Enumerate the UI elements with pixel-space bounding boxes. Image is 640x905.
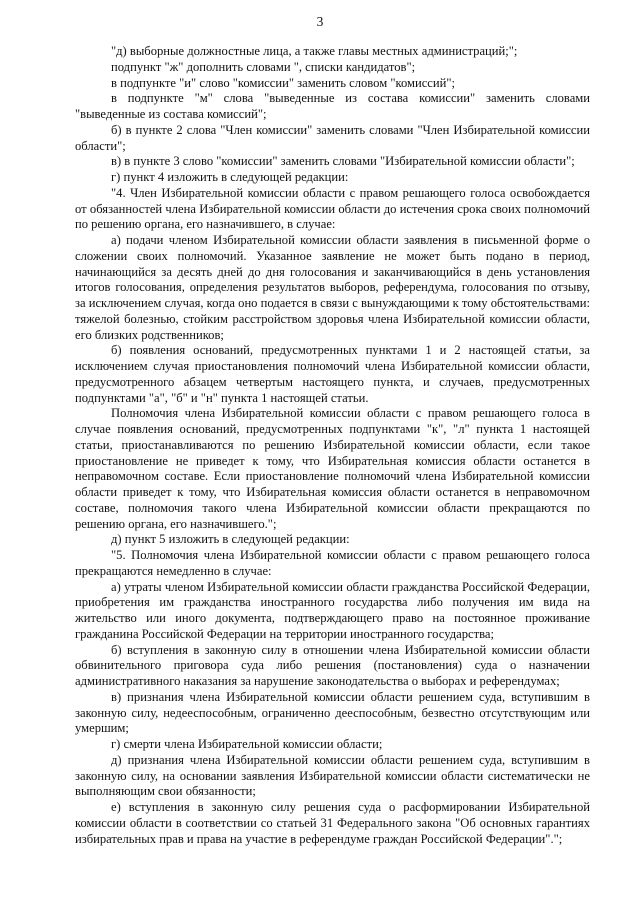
paragraph: а) подачи членом Избирательной комиссии области заявления в письменной форме о сложении своих полномочий. Указанное заявление не может быть подано в период, начинающийся за десять дней до дня голосования и заканчивающийся в день установления итогов голосования, определения результатов выборов, референдума, голосования по отзыву, за исключением случая, когда оно подается в связи с вынуждающими к тому обстоятельствами: тяжелой болезнью, стойким расстройством здоровья члена Избирательной комиссии области, его близких родственников; — [75, 233, 590, 342]
paragraph: д) признания члена Избирательной комиссии области решением суда, вступившим в законную силу, на основании заявления Избирательной комиссии области систематически не выполняющим свои обязанности; — [75, 752, 590, 799]
paragraph: а) утраты членом Избирательной комиссии области гражданства Российской Федерации, приобретения им гражданства иностранного государства либо получения им вида на жительство или иного документа, подтверждающего право на постоянное проживание гражданина Российской Федерации на территории иностранного государства; — [75, 579, 590, 641]
paragraph: Полномочия члена Избирательной комиссии области с правом решающего голоса в случае появления оснований, предусмотренных подпунктами "к", "л" пункта 1 настоящей статьи, приостанавливаются по решению Избирательной комиссии области, если такое приостановление не приведет к тому, что Избирательная комиссия области останется в неправомочном составе. Если приостановление полномочий члена Избирательной комиссии области приведет к тому, что Избирательная комиссия области останется в неправомочном составе, полномочия такого члена Избирательной комиссии области прекращаются по решению органа, его назначившего."; — [75, 406, 590, 531]
paragraph: подпункт "ж" дополнить словами ", списки кандидатов"; — [111, 59, 416, 74]
document-body — [75, 44, 590, 847]
paragraph: г) пункт 4 изложить в следующей редакции: — [111, 170, 349, 184]
paragraph: б) появления оснований, предусмотренных пунктами 1 и 2 настоящей статьи, за исключением случая приостановления полномочий члена Избирательной комиссии области, предусмотренного абзацем четвертым настоящего пункта, и случаев, предусмотренных подпунктами "а", "б" и "н" пункта 1 настоящей статьи. — [75, 343, 590, 405]
paragraph: "д) выборные должностные лица, а также главы местных администраций;"; — [111, 44, 518, 58]
paragraph: б) в пункте 2 слова "Член комиссии" заменить словами "Член Избирательной комиссии области"; — [75, 122, 590, 153]
paragraph: в) признания члена Избирательной комиссии области решением суда, вступившим в законную силу, недееспособным, ограниченно дееспособным, безвестно отсутствующим или умершим; — [75, 689, 590, 736]
paragraph: б) вступления в законную силу в отношении члена Избирательной комиссии области обвинительного приговора суда либо решения (постановления) суда о назначении административного наказания за нарушение законодательства о выборах и референдумах; — [75, 642, 590, 688]
paragraph: "4. Член Избирательной комиссии области с правом решающего голоса освобождается от обязанностей члена Избирательной комиссии области до истечения срока своих полномочий по решению органа, его назначившего, в случае: — [75, 185, 590, 232]
page-number: 3 — [316, 14, 324, 29]
paragraph: в подпункте "и" слово "комиссии" заменить словом "комиссий"; — [111, 75, 456, 90]
paragraph: в подпункте "м" слова "выведенные из состава комиссии" заменить словами "выведенные из состава комиссий"; — [75, 91, 590, 121]
paragraph: е) вступления в законную силу решения суда о расформировании Избирательной комиссии области в соответствии со статьей 31 Федерального закона "Об основных гарантиях избирательных прав и права на участие в референдуме граждан Российской Федерации"."; — [75, 800, 590, 846]
paragraph: "5. Полномочия члена Избирательной комиссии области с правом решающего голоса прекращаются немедленно в случае: — [75, 548, 590, 578]
paragraph: г) смерти члена Избирательной комиссии области; — [111, 737, 383, 751]
paragraph: д) пункт 5 изложить в следующей редакции: — [111, 532, 350, 547]
paragraph: в) в пункте 3 слово "комиссии" заменить словами "Избирательной комиссии области"; — [111, 154, 575, 169]
